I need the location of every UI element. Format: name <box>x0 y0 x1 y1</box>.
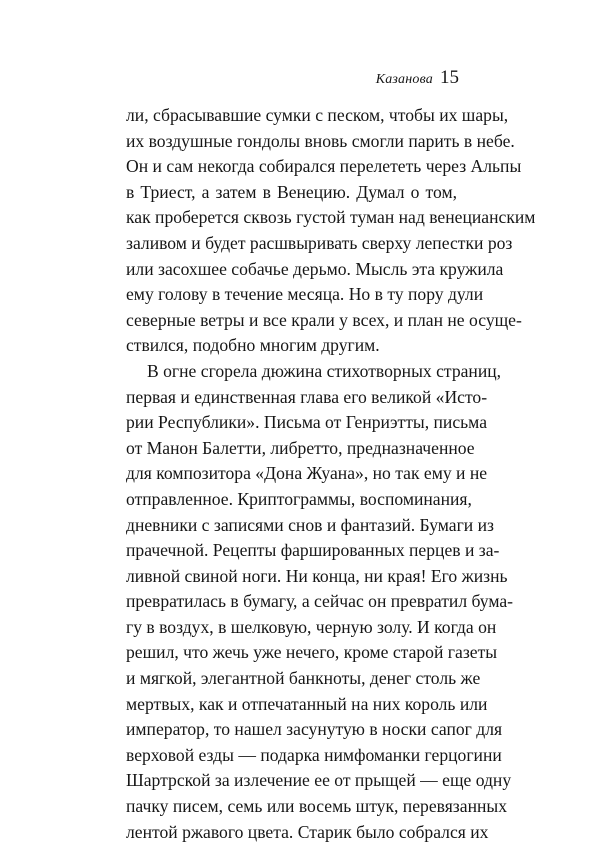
text-line: или засохшее собачье дерьмо. Мысль эта кружила <box>126 258 504 279</box>
page-header <box>376 67 459 89</box>
text-line: ствился, подобно многим другим. <box>126 335 380 356</box>
text-line: ли, сбрасывавшие сумки с песком, чтобы их шары, <box>126 105 509 125</box>
text-line: для композитора «Дона Жуана», но так ему и не <box>126 463 488 484</box>
running-title: Казанова <box>375 72 433 87</box>
text-line: мертвых, как и отпечатанный на них король или <box>126 693 488 714</box>
text-line: решил, что жечь уже нечего, кроме старой газеты <box>126 642 498 663</box>
body-text <box>126 103 536 845</box>
text-line: ливной свиной ноги. Ни конца, ни края! Его жизнь <box>126 565 508 586</box>
text-line: В огне сгорела дюжина стихотворных страниц, <box>147 360 502 381</box>
text-line: их воздушные гондолы вновь смогли парить в небе. <box>126 130 515 151</box>
paragraph-1 <box>126 103 536 359</box>
text-line: первая и единственная глава его великой «Исто- <box>126 386 488 407</box>
text-line: отправленное. Криптограммы, воспоминания, <box>126 488 472 509</box>
text-line: северные ветры и все крали у всех, и план не осуще- <box>126 309 522 330</box>
text-line: ему голову в течение месяца. Но в ту пору дули <box>126 284 484 305</box>
text-line: как проберется сквозь густой туман над венецианским <box>126 207 536 228</box>
text-line: Он и сам некогда собирался перелететь через Альпы <box>126 156 522 177</box>
text-line: верховой езды — подарка нимфоманки герцогини <box>126 744 502 765</box>
text-line: Шартрской за излечение ее от прыщей — еще одну <box>126 770 512 791</box>
text-line: от Манон Балетти, либретто, предназначенное <box>126 437 475 458</box>
paragraph-2 <box>126 359 514 845</box>
page-number: 15 <box>440 67 459 88</box>
text-line: рии Республики». Письма от Генриэтты, письма <box>126 412 488 433</box>
text-line: дневники с записями снов и фантазий. Бумаги из <box>126 514 494 535</box>
text-line: заливом и будет расшвыривать сверху лепестки роз <box>126 232 513 253</box>
text-line: прачечной. Рецепты фаршированных перцев и за- <box>126 540 500 561</box>
text-line: император, то нашел засунутую в носки сапог для <box>126 719 503 740</box>
text-line: в Триест, а затем в Венецию. Думал о том, <box>126 181 457 202</box>
text-line: гу в воздух, в шелковую, черную золу. И когда он <box>126 616 497 637</box>
text-line: пачку писем, семь или восемь штук, перевязанных <box>126 796 508 817</box>
text-line: и мягкой, элегантной банкноты, денег столь же <box>126 668 481 689</box>
text-line: превратилась в бумагу, а сейчас он превратил бума- <box>126 591 514 612</box>
text-line: лентой ржавого цвета. Старик было собрался их <box>126 821 489 842</box>
